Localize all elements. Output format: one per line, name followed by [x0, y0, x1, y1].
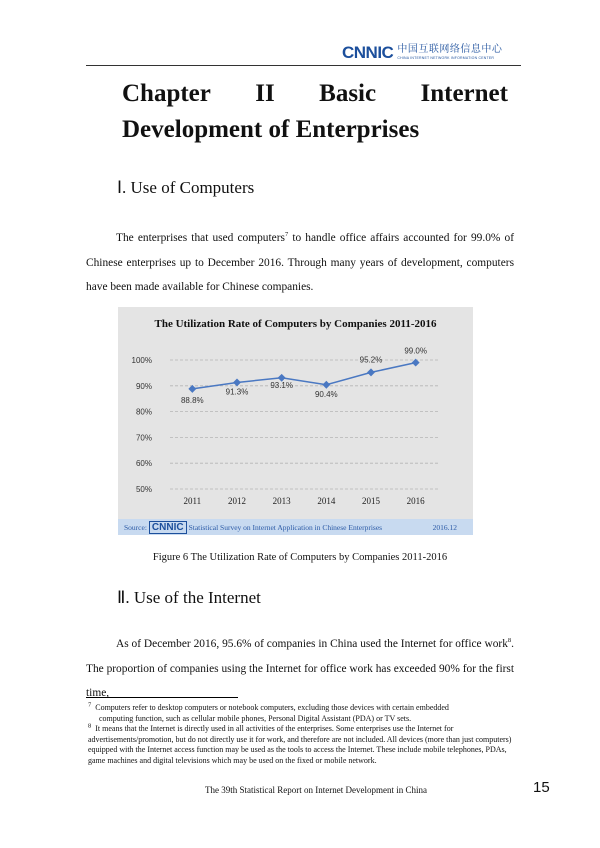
series-line — [192, 363, 415, 389]
y-tick-label: 50% — [135, 485, 152, 494]
data-label: 91.3% — [225, 387, 249, 397]
footnote-ref-8[interactable]: 8 — [507, 637, 512, 645]
x-tick-label: 2015 — [362, 496, 380, 506]
page-footer: The 39th Statistical Report on Internet Development in China — [205, 785, 427, 795]
chapter-title — [122, 76, 508, 148]
source-text: Statistical Survey on Internet Application in Chinese Enterprises — [188, 522, 383, 532]
cnnic-logo — [342, 44, 502, 62]
logo-en: CHINA INTERNET NETWORK INFORMATION CENTER — [397, 56, 495, 60]
y-tick-label: 90% — [135, 381, 152, 391]
para-text: The enterprises that used computers — [116, 232, 285, 244]
title-word: Internet — [420, 80, 508, 107]
y-tick-label: 100% — [131, 356, 152, 365]
data-label: 88.8% — [180, 395, 204, 405]
footnotes — [88, 703, 520, 766]
page-number: 15 — [533, 779, 550, 796]
title-word: II — [255, 80, 275, 107]
title-word: Chapter — [122, 80, 211, 107]
source-bar — [118, 519, 473, 535]
section-heading-internet: Ⅱ. Use of the Internet — [117, 588, 261, 607]
footnote-7 — [88, 703, 520, 714]
source-logo: CNNIC — [149, 521, 187, 534]
footnote-text: Computers refer to desktop computers or notebook computers, excluding those devices with certain embedded — [95, 703, 449, 712]
para-text: As of December 2016, 95.6% of companies in China used the Internet for office work — [116, 638, 508, 650]
footnote-8 — [88, 724, 520, 766]
footnote-rule — [86, 697, 238, 698]
source-label: Source: — [124, 522, 147, 532]
x-tick-label: 2014 — [317, 496, 336, 506]
data-label: 99.0% — [404, 346, 428, 356]
para-text: . The proportion of companies using the Internet for office work has exceeded 90% for the first time, — [86, 638, 514, 699]
footnote-number: 7 — [88, 701, 92, 709]
footnote-text: It means that the Internet is directly used in all activities of the enterprises. Some enterprises use the Internet for advertisements/promotion, but do not directly use it for work, and therefore are not included. All devices (more than just computers) equipped with the Internet access function may be used as the tools to access the Internet. These include mobile telephones, PDAs, game machines and digital televisions which may be used on the fixed or mobile network. — [88, 724, 512, 765]
x-tick-label: 2012 — [228, 496, 246, 506]
x-tick-label: 2013 — [272, 496, 291, 506]
logo-cn: 中国互联网络信息中心 — [397, 44, 503, 55]
footnote-ref-7[interactable]: 7 — [284, 231, 289, 239]
paragraph-computers — [86, 226, 514, 300]
chart-title: The Utilization Rate of Computers by Companies 2011-2016 — [154, 318, 437, 330]
x-tick-label: 2016 — [406, 496, 425, 506]
para-text: to handle office affairs accounted for 99.0% of Chinese enterprises up to December 2016. Through many years of development, computers have been made available for Chinese companies. — [86, 232, 514, 293]
data-point — [233, 378, 241, 386]
footnote-number: 8 — [88, 722, 92, 730]
logo-mark: CNNIC — [342, 43, 394, 62]
section-heading-computers: Ⅰ. Use of Computers — [117, 178, 255, 197]
chapter-title-line2: Development of Enterprises — [122, 116, 420, 143]
data-label: 93.1% — [270, 380, 294, 390]
y-tick-label: 80% — [135, 407, 152, 417]
x-tick-label: 2011 — [183, 496, 202, 506]
header-rule — [86, 65, 521, 66]
data-point — [322, 381, 330, 389]
data-label: 95.2% — [359, 355, 383, 365]
figure-caption: Figure 6 The Utilization Rate of Computers by Companies 2011-2016 — [152, 552, 448, 563]
y-tick-label: 70% — [135, 433, 152, 443]
y-tick-label: 60% — [135, 459, 152, 469]
source-date: 2016.12 — [432, 522, 457, 532]
logo-text — [397, 44, 502, 61]
chapter-title-line1 — [122, 76, 508, 112]
line-chart — [118, 307, 473, 519]
data-point — [367, 368, 375, 376]
data-label: 90.4% — [314, 389, 338, 399]
footnote-7-cont: computing function, such as cellular mobile phones, Personal Digital Assistant (PDA) or TV sets. — [99, 713, 412, 723]
title-word: Basic — [319, 80, 377, 107]
